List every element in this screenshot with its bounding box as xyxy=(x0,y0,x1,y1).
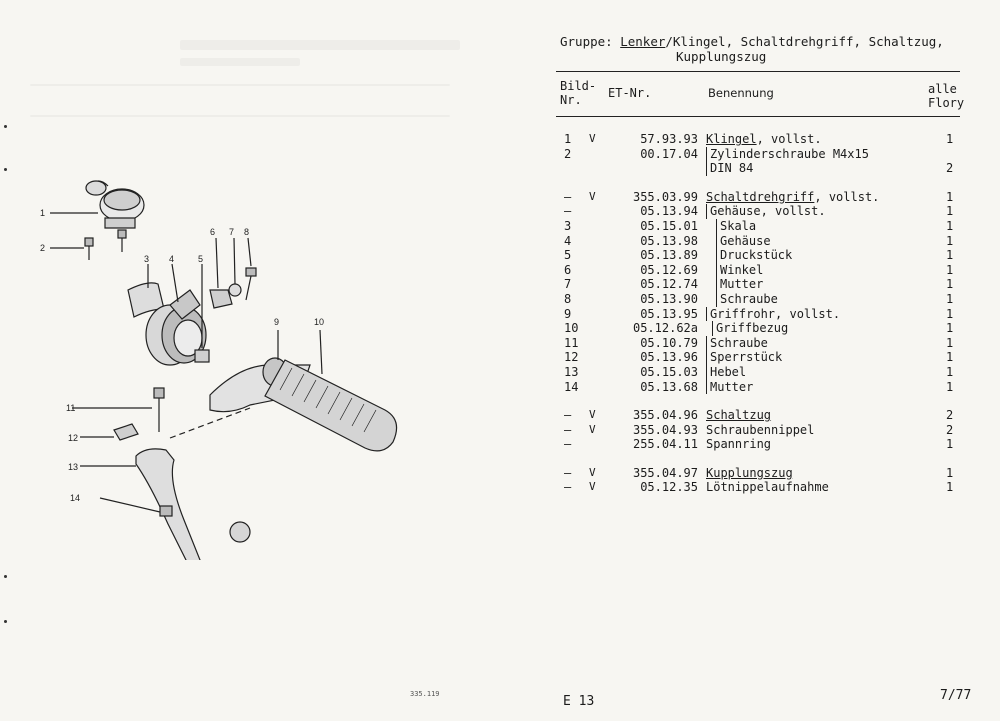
callout-8: 8 xyxy=(244,227,250,237)
part-quantity: 2 xyxy=(946,422,954,437)
part-number: 1 xyxy=(564,132,572,146)
bleed-through-rule xyxy=(30,84,450,86)
part-et-number: 00.17.04 xyxy=(640,146,698,161)
part-name-main: Mutter xyxy=(710,379,754,394)
part-quantity: 1 xyxy=(946,248,954,263)
page-label: E 13 xyxy=(563,694,595,709)
part-name-main: DIN 84 xyxy=(710,161,754,176)
part-name-main: Griffrohr, vollst. xyxy=(710,306,841,321)
part-quantity: 1 xyxy=(946,480,954,495)
part-number: – xyxy=(564,204,572,219)
part-name xyxy=(706,336,768,351)
part-name-main: Kupplungszug xyxy=(706,465,793,480)
parts-row xyxy=(556,190,966,205)
part-number: – xyxy=(564,422,572,437)
part-et-number: 05.13.96 xyxy=(640,350,698,365)
part-et-number: 05.15.03 xyxy=(640,364,698,379)
part-quantity: 1 xyxy=(946,465,954,480)
part-number: 14 xyxy=(564,379,579,394)
part-number: 5 xyxy=(564,248,572,263)
part-et-number: 05.13.94 xyxy=(640,204,698,219)
callout-4: 4 xyxy=(169,254,175,264)
parts-row xyxy=(556,466,966,481)
part-number: 2 xyxy=(564,146,572,161)
part-name xyxy=(706,190,879,205)
column-bild-nr xyxy=(560,79,596,107)
parts-row xyxy=(556,336,966,351)
callout-10: 10 xyxy=(314,317,325,327)
callout-2: 2 xyxy=(40,243,46,253)
part-name xyxy=(706,423,814,438)
parts-row xyxy=(556,277,966,292)
part-name xyxy=(706,466,793,481)
part-name xyxy=(706,480,829,495)
parts-row xyxy=(556,350,966,365)
part-name xyxy=(706,147,869,162)
part-quantity: 1 xyxy=(946,306,954,321)
callout-9: 9 xyxy=(274,317,280,327)
part-mark: V xyxy=(589,408,596,422)
callout-5: 5 xyxy=(198,254,204,264)
group-line2: Kupplungszug xyxy=(676,49,767,64)
part-quantity: 1 xyxy=(946,262,954,277)
column-bild-line2: Nr. xyxy=(560,93,582,107)
part-number: 13 xyxy=(564,364,579,379)
column-flory: Flory xyxy=(928,96,965,110)
part-mark: V xyxy=(589,465,596,479)
callout-11: 11 xyxy=(66,403,76,413)
part-name-main: Skala xyxy=(720,218,757,233)
header-rule-top xyxy=(556,71,960,72)
part-quantity: 1 xyxy=(946,291,954,306)
part-quantity: 1 xyxy=(946,277,954,292)
part-name-main: Druckstück xyxy=(720,248,793,263)
part-quantity: 1 xyxy=(946,379,954,394)
part-name-main: Gehäuse xyxy=(720,233,771,248)
part-name xyxy=(712,321,788,336)
part-name-main: Klingel xyxy=(706,132,757,146)
part-name xyxy=(706,161,753,176)
part-name-main: Mutter xyxy=(720,277,764,292)
part-name xyxy=(706,307,840,322)
part-name xyxy=(716,263,763,278)
part-number: 12 xyxy=(564,350,579,365)
part-name xyxy=(706,365,746,380)
part-name-main: Spannring xyxy=(706,437,772,452)
part-et-number: 355.04.93 xyxy=(632,422,698,437)
part-quantity: 1 xyxy=(946,218,954,233)
callout-12: 12 xyxy=(68,433,79,443)
column-et-nr: ET-Nr. xyxy=(608,86,652,100)
part-number: 7 xyxy=(564,277,572,292)
part-name xyxy=(706,132,822,147)
part-quantity: 2 xyxy=(946,161,954,176)
page-number: 7/77 xyxy=(940,688,972,703)
part-quantity: 2 xyxy=(946,408,954,423)
part-et-number: 05.13.90 xyxy=(640,291,698,306)
part-name-suffix: , vollst. xyxy=(756,132,822,146)
part-name xyxy=(716,248,792,263)
part-et-number: 05.15.01 xyxy=(640,218,698,233)
bleed-through-text xyxy=(180,58,300,66)
part-number: – xyxy=(564,437,572,452)
part-number: 6 xyxy=(564,262,572,277)
parts-row xyxy=(556,234,966,249)
part-et-number: 05.12.69 xyxy=(640,262,698,277)
part-et-number: 05.13.68 xyxy=(640,379,698,394)
margin-mark xyxy=(4,575,7,578)
section-gap xyxy=(556,176,966,190)
part-number: – xyxy=(564,480,572,495)
part-mark: V xyxy=(589,132,596,145)
part-et-number: 355.04.97 xyxy=(632,465,698,480)
margin-mark xyxy=(4,125,7,128)
part-et-number: 05.12.35 xyxy=(640,480,698,495)
part-number: 10 xyxy=(564,321,579,336)
part-et-number: 05.12.74 xyxy=(640,277,698,292)
part-number: 9 xyxy=(564,306,572,321)
part-name xyxy=(716,277,763,292)
parts-row xyxy=(556,263,966,278)
column-benennung: Benennung xyxy=(708,86,774,100)
part-name-main: Zylinderschraube M4x15 xyxy=(710,146,869,161)
callout-6: 6 xyxy=(210,227,216,237)
part-et-number: 255.04.11 xyxy=(632,437,698,452)
exploded-parts-diagram xyxy=(30,160,450,560)
part-quantity: 1 xyxy=(946,204,954,219)
part-name-suffix: , vollst. xyxy=(814,189,880,204)
part-name-main: Schaltzug xyxy=(706,408,772,423)
part-et-number: 05.13.95 xyxy=(640,306,698,321)
part-name xyxy=(706,204,826,219)
group-main: Lenker xyxy=(620,34,666,49)
part-name-main: Schraube xyxy=(710,335,768,350)
part-quantity: 1 xyxy=(946,189,954,204)
part-et-number: 57.93.93 xyxy=(640,132,698,146)
part-name xyxy=(706,408,771,423)
column-alle: alle xyxy=(928,82,957,96)
part-name-main: Schaltdrehgriff xyxy=(706,189,815,204)
callout-14: 14 xyxy=(70,493,81,503)
part-quantity: 1 xyxy=(946,364,954,379)
part-name xyxy=(706,350,782,365)
column-bild-line1: Bild- xyxy=(560,79,597,93)
column-alle-flory xyxy=(928,82,964,110)
parts-row xyxy=(556,147,966,162)
part-et-number: 05.13.98 xyxy=(640,233,698,248)
part-name-main: Schraubennippel xyxy=(706,422,815,437)
part-quantity: 1 xyxy=(946,132,954,146)
part-name-main: Sperrstück xyxy=(710,350,783,365)
margin-mark xyxy=(4,620,7,623)
footer-code: 335.119 xyxy=(410,690,440,698)
section-gap xyxy=(556,452,966,466)
bleed-through-text xyxy=(180,40,460,50)
callout-3: 3 xyxy=(144,254,150,264)
part-number: 4 xyxy=(564,233,572,248)
part-name xyxy=(706,437,771,452)
part-quantity: 1 xyxy=(946,350,954,365)
part-number: – xyxy=(564,465,572,480)
parts-row xyxy=(556,437,966,452)
callout-7: 7 xyxy=(229,227,235,237)
parts-row xyxy=(556,292,966,307)
part-quantity: 1 xyxy=(946,321,954,336)
part-name-main: Griffbezug xyxy=(716,321,789,336)
callout-13: 13 xyxy=(68,462,79,472)
parts-row xyxy=(556,380,966,395)
part-quantity: 1 xyxy=(946,233,954,248)
group-title xyxy=(560,34,944,64)
parts-row xyxy=(556,365,966,380)
part-quantity: 1 xyxy=(946,437,954,452)
part-number: 11 xyxy=(564,335,579,350)
part-name xyxy=(716,234,771,249)
part-name-main: Schraube xyxy=(720,291,778,306)
part-name xyxy=(716,219,756,234)
parts-row xyxy=(556,219,966,234)
parts-list xyxy=(556,132,966,495)
part-number: – xyxy=(564,189,572,204)
parts-row xyxy=(556,480,966,495)
header-rule-bottom xyxy=(556,116,960,117)
parts-row xyxy=(556,423,966,438)
part-et-number: 355.03.99 xyxy=(632,189,698,204)
parts-row xyxy=(556,321,966,336)
part-et-number: 355.04.96 xyxy=(632,408,698,423)
section-gap xyxy=(556,394,966,408)
parts-row xyxy=(556,408,966,423)
part-name-main: Winkel xyxy=(720,262,764,277)
part-name xyxy=(706,380,753,395)
part-number: – xyxy=(564,408,572,423)
part-quantity: 1 xyxy=(946,335,954,350)
parts-row xyxy=(556,132,966,147)
parts-row xyxy=(556,307,966,322)
part-name xyxy=(716,292,778,307)
part-mark: V xyxy=(589,480,596,494)
part-name-main: Gehäuse, vollst. xyxy=(710,204,826,219)
parts-row xyxy=(556,248,966,263)
parts-row xyxy=(556,161,966,176)
part-et-number: 05.12.62a xyxy=(632,321,698,336)
callout-1: 1 xyxy=(40,208,46,218)
bleed-through-rule xyxy=(30,115,450,117)
parts-row xyxy=(556,204,966,219)
group-rest: /Klingel, Schaltdrehgriff, Schaltzug, xyxy=(665,34,944,49)
part-et-number: 05.10.79 xyxy=(640,335,698,350)
part-number: 8 xyxy=(564,291,572,306)
group-label: Gruppe: xyxy=(560,34,613,49)
part-name-main: Lötnippelaufnahme xyxy=(706,480,829,495)
part-mark: V xyxy=(589,422,596,436)
part-name-main: Hebel xyxy=(710,364,747,379)
part-number: 3 xyxy=(564,218,572,233)
part-et-number: 05.13.89 xyxy=(640,248,698,263)
part-mark: V xyxy=(589,189,596,203)
margin-mark xyxy=(4,168,7,171)
